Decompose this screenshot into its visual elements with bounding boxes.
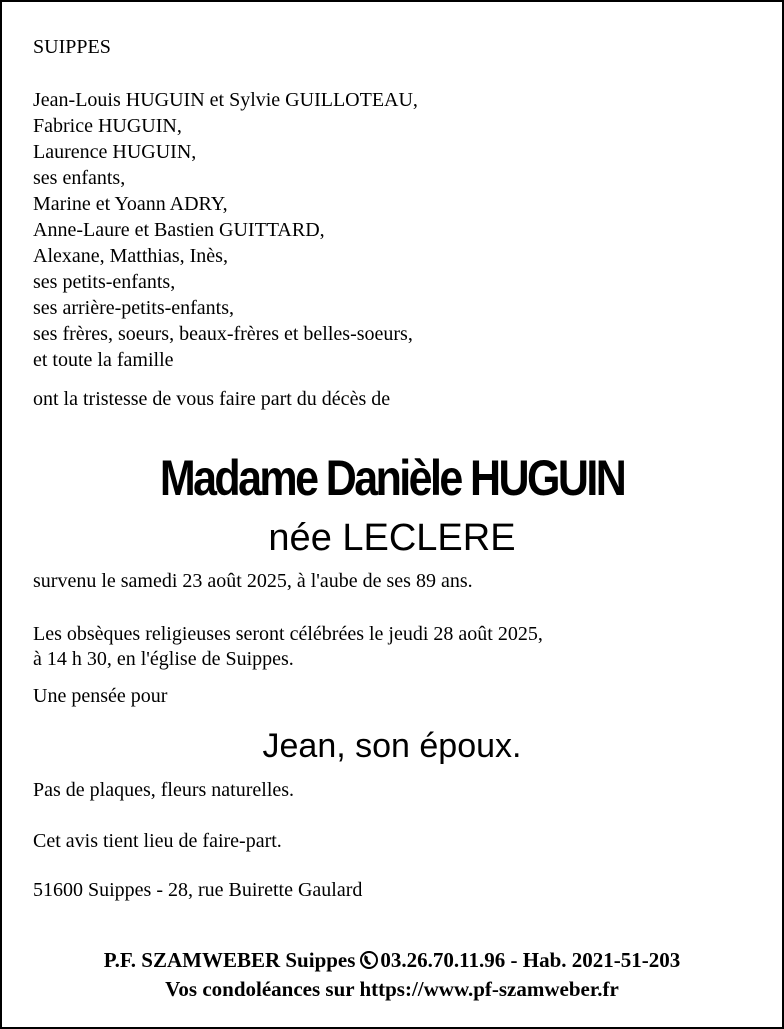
- phone-and-license: 03.26.70.11.96 - Hab. 2021-51-203: [380, 948, 681, 972]
- family-line: ses arrière-petits-enfants,: [33, 297, 235, 319]
- family-line: ses enfants,: [33, 167, 126, 189]
- family-line: Fabrice HUGUIN,: [33, 115, 182, 137]
- phone-icon: [359, 950, 379, 976]
- funeral-home-footer: [2, 947, 782, 1002]
- family-line: Jean-Louis HUGUIN et Sylvie GUILLOTEAU,: [33, 89, 418, 111]
- company-name: P.F. SZAMWEBER Suippes: [103, 948, 356, 972]
- maiden-name: née LECLERE: [268, 517, 516, 559]
- condolences-link[interactable]: Vos condoléances sur https://www.pf-szamweber.fr: [165, 977, 619, 1001]
- family-line: et toute la famille: [33, 349, 174, 371]
- thought-intro: Une pensée pour: [33, 685, 168, 707]
- town-heading: SUIPPES: [33, 36, 111, 58]
- funeral-line-2: à 14 h 30, en l'église de Suippes.: [33, 648, 294, 670]
- family-line: Alexane, Matthias, Inès,: [33, 245, 228, 267]
- notice-text: Cet avis tient lieu de faire-part.: [33, 830, 282, 852]
- address-text: 51600 Suippes - 28, rue Buirette Gaulard: [33, 879, 363, 901]
- family-list: [33, 87, 418, 373]
- footer-contact-line: [2, 947, 782, 976]
- family-line: Anne-Laure et Bastien GUITTARD,: [33, 219, 325, 241]
- flowers-text: Pas de plaques, fleurs naturelles.: [33, 779, 295, 801]
- death-info: survenu le samedi 23 août 2025, à l'aube de ses 89 ans.: [33, 570, 473, 592]
- family-line: Marine et Yoann ADRY,: [33, 193, 228, 215]
- spouse-name: Jean, son époux.: [262, 727, 522, 765]
- funeral-line-1: Les obsèques religieuses seront célébrées le jeudi 28 août 2025,: [33, 623, 543, 645]
- announcement-text: ont la tristesse de vous faire part du décès de: [33, 388, 391, 410]
- family-line: ses petits-enfants,: [33, 271, 176, 293]
- family-line: ses frères, soeurs, beaux-frères et belles-soeurs,: [33, 323, 413, 345]
- deceased-name: Madame Danièle HUGUIN: [159, 450, 625, 506]
- family-line: Laurence HUGUIN,: [33, 141, 197, 163]
